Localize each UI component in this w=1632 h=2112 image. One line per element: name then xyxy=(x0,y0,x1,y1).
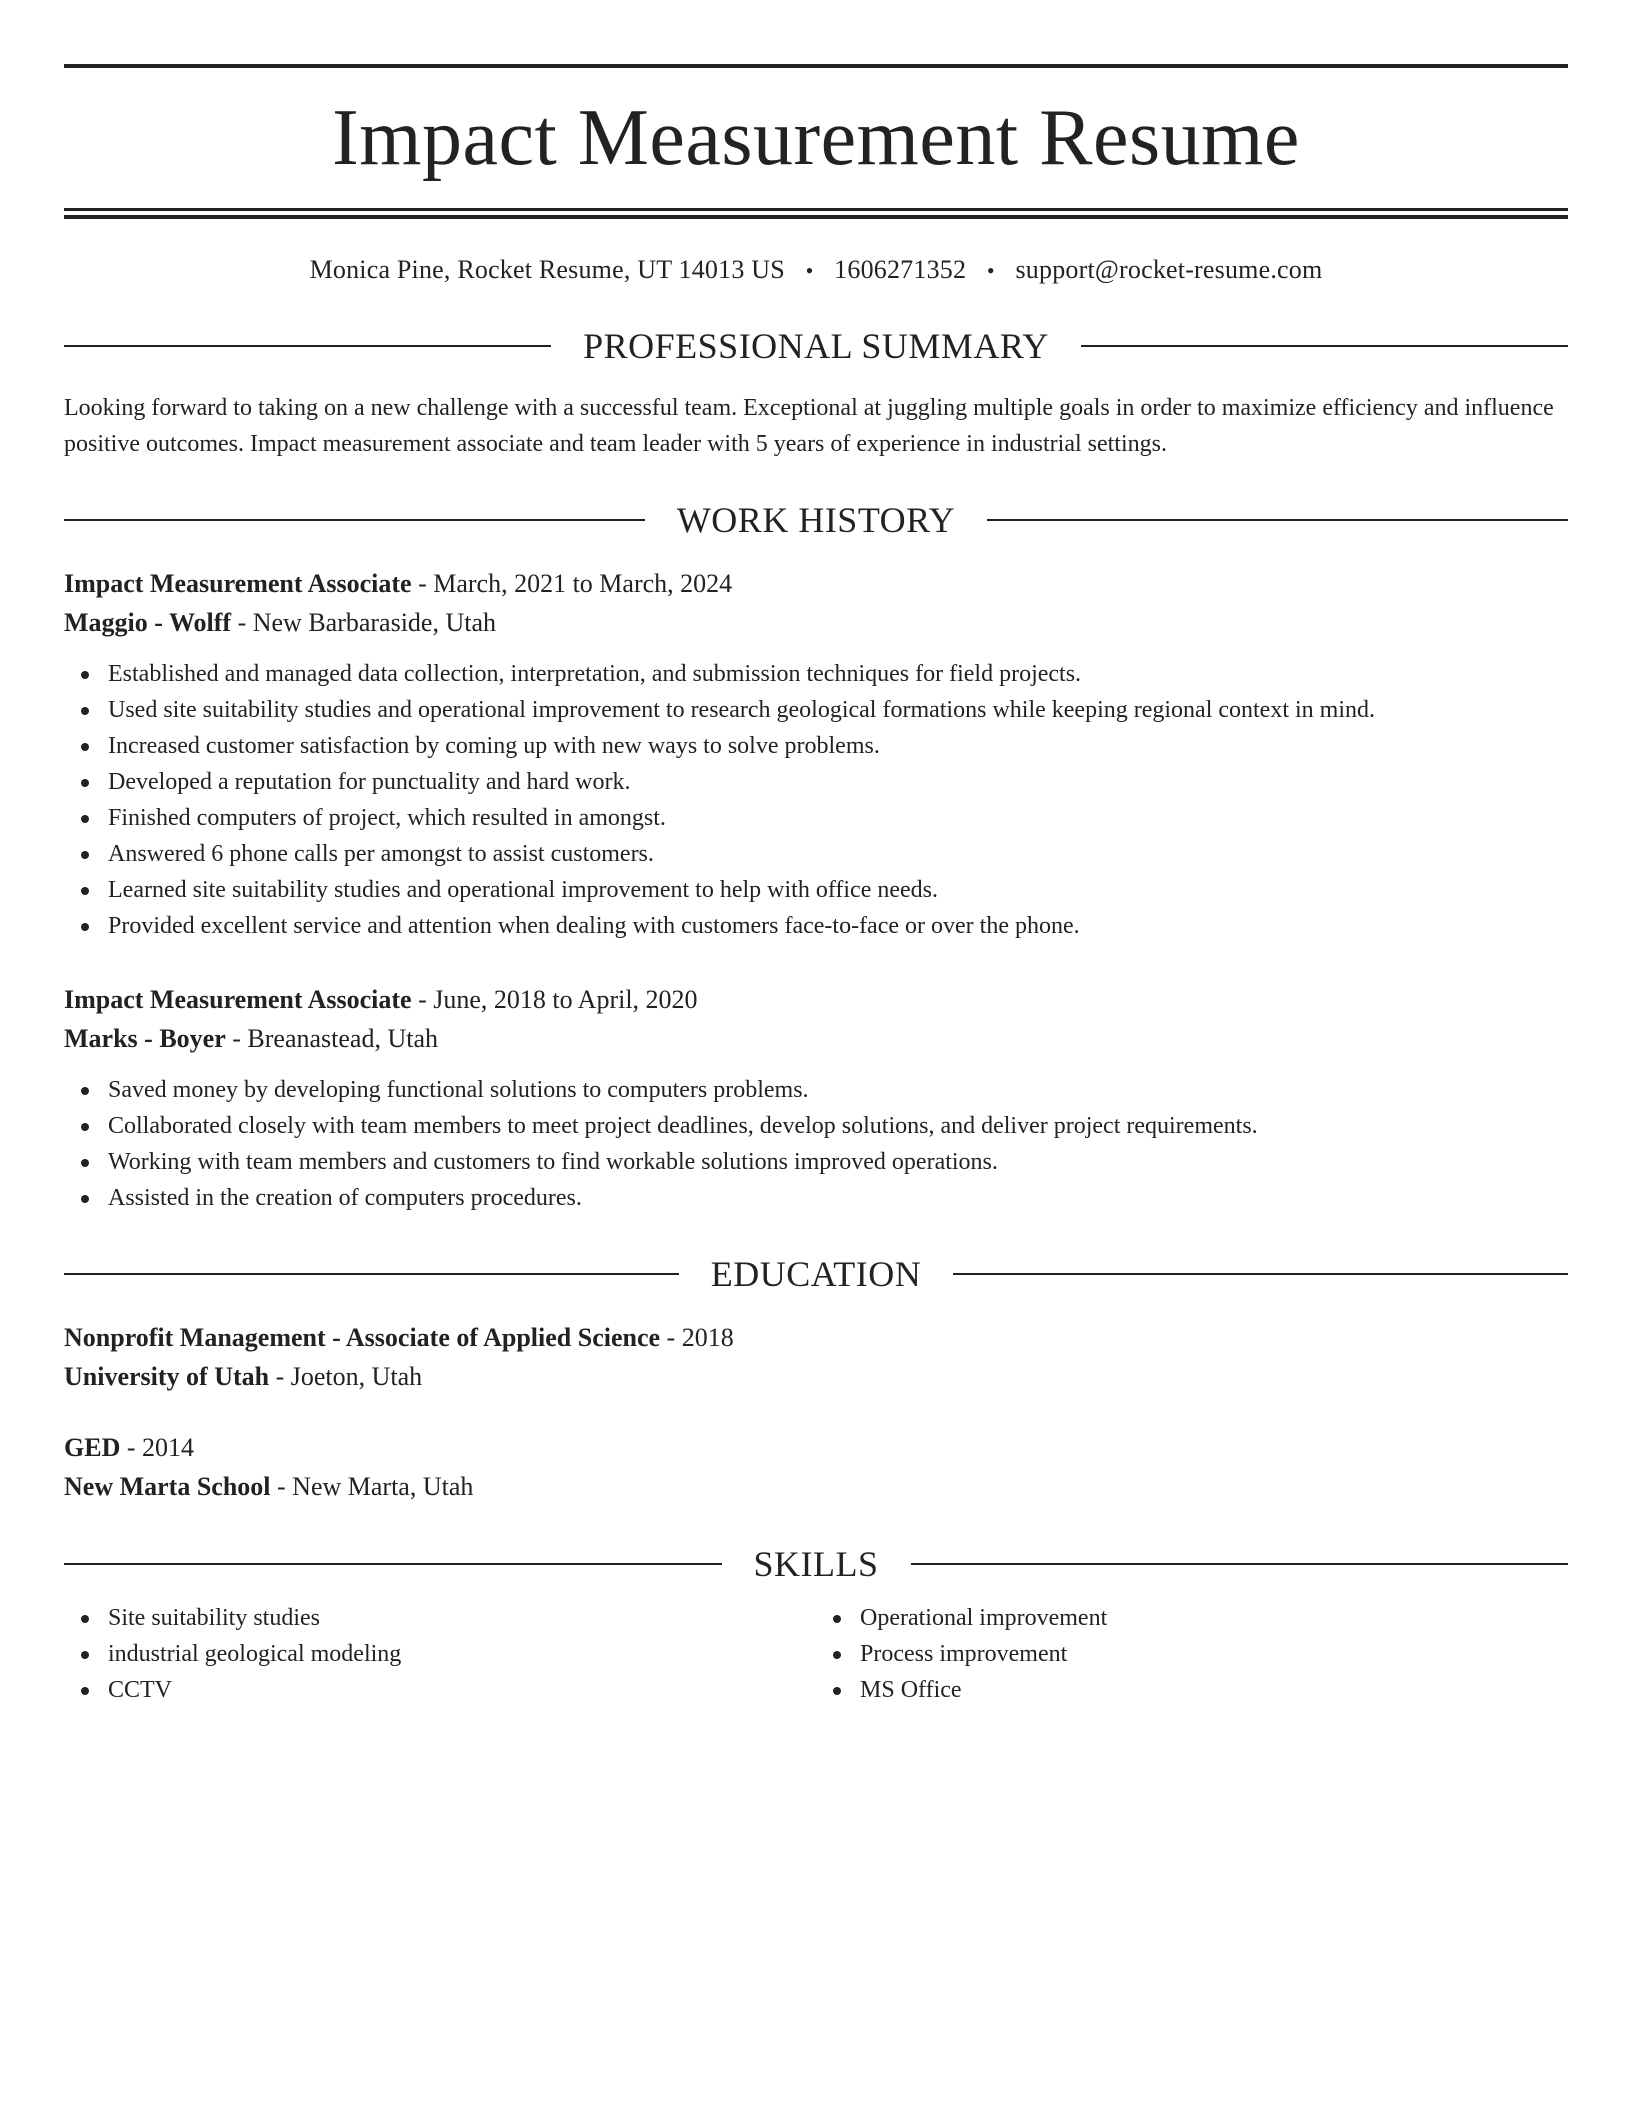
section-title: SKILLS xyxy=(753,1544,879,1584)
resume-title: Impact Measurement Resume xyxy=(332,94,1300,182)
section-header-education xyxy=(64,1252,1568,1296)
list-item: Used site suitability studies and operational improvement to research geological formations while keeping regional context in mind. xyxy=(64,692,1568,728)
education-year: - 2018 xyxy=(660,1323,734,1352)
contact-separator: • xyxy=(986,258,995,283)
contact-address: Monica Pine, Rocket Resume, UT 14013 US xyxy=(309,255,785,284)
list-item: Increased customer satisfaction by coming up with new ways to solve problems. xyxy=(64,728,1568,764)
job-company: Marks - Boyer xyxy=(64,1024,226,1053)
job-company: Maggio - Wolff xyxy=(64,608,232,637)
resume-page xyxy=(64,64,1568,1708)
job-company-line xyxy=(64,1019,1568,1058)
education-entry xyxy=(64,1318,1568,1396)
job-dates: - June, 2018 to April, 2020 xyxy=(411,985,698,1014)
top-rule xyxy=(64,64,1568,68)
section-header-skills xyxy=(64,1542,1568,1586)
skill-item: Operational improvement xyxy=(816,1600,1568,1636)
education-location: - Joeton, Utah xyxy=(269,1362,423,1391)
skills-column-left xyxy=(64,1600,816,1708)
job-title: Impact Measurement Associate xyxy=(64,985,412,1014)
job-bullets xyxy=(64,656,1568,944)
job-dates: - March, 2021 to March, 2024 xyxy=(411,569,733,598)
skill-item: industrial geological modeling xyxy=(64,1636,816,1672)
list-item: Answered 6 phone calls per amongst to assist customers. xyxy=(64,836,1568,872)
skills-grid xyxy=(64,1600,1568,1708)
summary-text: Looking forward to taking on a new challenge with a successful team. Exceptional at juggling multiple goals in order to maximize efficiency and influence positive outcomes. Impact measurement associate and team leader with 5 years of experience in industrial settings. xyxy=(64,395,1554,457)
list-item: Learned site suitability studies and operational improvement to help with office needs. xyxy=(64,872,1568,908)
contact-email: support@rocket-resume.com xyxy=(1015,255,1323,284)
list-item: Collaborated closely with team members to meet project deadlines, develop solutions, and deliver project requirements. xyxy=(64,1108,1568,1144)
section-rule xyxy=(64,1563,722,1565)
education-degree-line xyxy=(64,1318,1568,1357)
section-header-work-history xyxy=(64,498,1568,542)
title-double-rule xyxy=(64,208,1568,219)
education-school: New Marta School xyxy=(64,1472,271,1501)
skill-item: Site suitability studies xyxy=(64,1600,816,1636)
education-school-line xyxy=(64,1467,1568,1506)
job-company-line xyxy=(64,603,1568,642)
list-item: Developed a reputation for punctuality and hard work. xyxy=(64,764,1568,800)
contact-phone: 1606271352 xyxy=(834,255,967,284)
section-rule xyxy=(953,1273,1568,1275)
section-rule xyxy=(64,1273,679,1275)
list-item: Working with team members and customers to find workable solutions improved operations. xyxy=(64,1144,1568,1180)
skill-item: MS Office xyxy=(816,1672,1568,1708)
education-degree: GED xyxy=(64,1433,121,1462)
section-rule xyxy=(911,1563,1569,1565)
skill-item: CCTV xyxy=(64,1672,816,1708)
education-school: University of Utah xyxy=(64,1362,270,1391)
job-location: - Breanastead, Utah xyxy=(225,1024,438,1053)
skills-column-right xyxy=(816,1600,1568,1708)
section-title: PROFESSIONAL SUMMARY xyxy=(583,326,1049,366)
job-location: - New Barbaraside, Utah xyxy=(231,608,497,637)
education-location: - New Marta, Utah xyxy=(270,1472,474,1501)
contact-line xyxy=(64,253,1568,288)
education-degree-line xyxy=(64,1428,1568,1467)
job-title-line xyxy=(64,564,1568,603)
contact-separator: • xyxy=(805,258,814,283)
job-bullets xyxy=(64,1072,1568,1216)
job-title-line xyxy=(64,980,1568,1019)
section-rule xyxy=(64,519,645,521)
education-school-line xyxy=(64,1357,1568,1396)
section-rule xyxy=(1081,345,1568,347)
education-entry xyxy=(64,1428,1568,1506)
section-title: EDUCATION xyxy=(710,1254,922,1294)
section-rule xyxy=(987,519,1568,521)
list-item: Saved money by developing functional solutions to computers problems. xyxy=(64,1072,1568,1108)
skill-item: Process improvement xyxy=(816,1636,1568,1672)
section-header-summary xyxy=(64,324,1568,368)
job-entry xyxy=(64,980,1568,1216)
education-year: - 2014 xyxy=(120,1433,195,1462)
section-rule xyxy=(64,345,551,347)
job-title: Impact Measurement Associate xyxy=(64,569,412,598)
section-title: WORK HISTORY xyxy=(676,500,956,540)
list-item: Provided excellent service and attention when dealing with customers face-to-face or over the phone. xyxy=(64,908,1568,944)
list-item: Assisted in the creation of computers procedures. xyxy=(64,1180,1568,1216)
education-degree: Nonprofit Management - Associate of Applied Science xyxy=(64,1323,661,1352)
list-item: Established and managed data collection, interpretation, and submission techniques for field projects. xyxy=(64,656,1568,692)
list-item: Finished computers of project, which resulted in amongst. xyxy=(64,800,1568,836)
job-entry xyxy=(64,564,1568,944)
